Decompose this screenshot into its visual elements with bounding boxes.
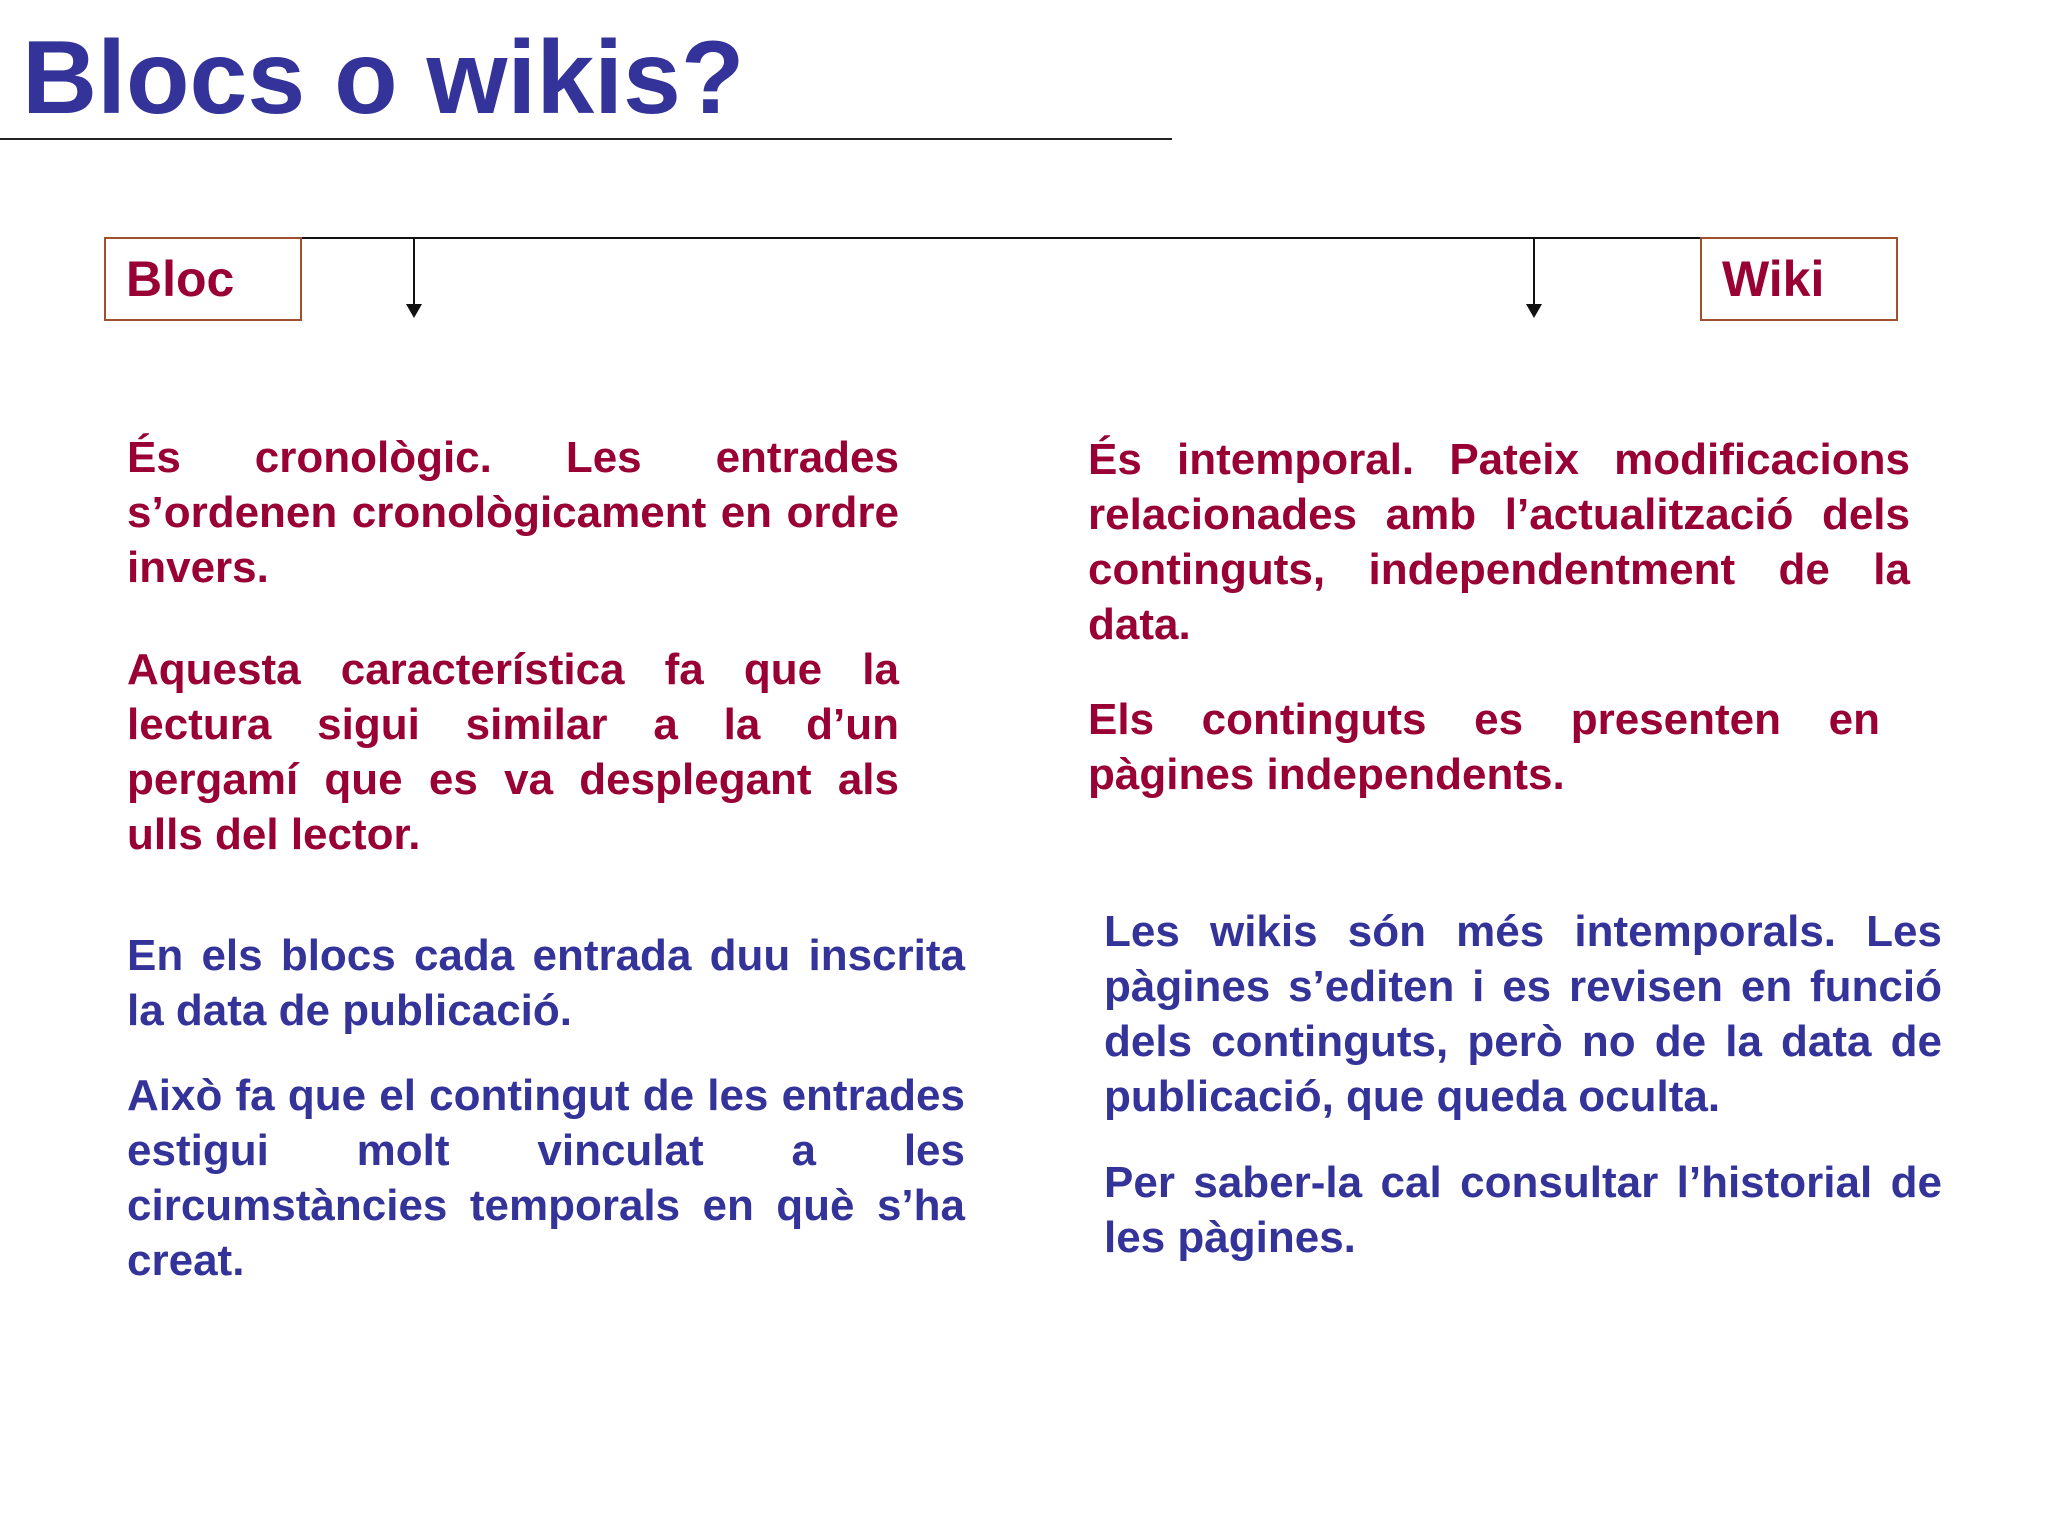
arrow-down-icon xyxy=(406,304,422,318)
slide-title: Blocs o wikis? xyxy=(22,20,745,136)
bloc-paragraph-circumstances: Això fa que el contingut de les entrades estigui molt vinculat a les circumstàncies temporals en què s’ha creat. xyxy=(127,1071,965,1285)
arrow-down-icon xyxy=(1526,304,1542,318)
wiki-paragraph-timeless: És intemporal. Pateix modificacions relacionades amb l’actualització dels continguts, independentment de la data. xyxy=(1088,435,1910,649)
wiki-paragraph-history: Per saber-la cal consultar l’historial de les pàgines. xyxy=(1104,1158,1942,1262)
wiki-paragraph-editing: Les wikis són més intemporals. Les pàgines s’editen i es revisen en funció dels continguts, però no de la data de publicació, que queda oculta. xyxy=(1104,907,1942,1121)
bloc-label: Bloc xyxy=(104,237,302,321)
wiki-label: Wiki xyxy=(1700,237,1898,321)
bloc-paragraph-scroll: Aquesta característica fa que la lectura sigui similar a la d’un pergamí que es va desplegant als ulls del lector. xyxy=(127,645,899,859)
bloc-paragraph-date: En els blocs cada entrada duu inscrita la data de publicació. xyxy=(127,931,965,1035)
wiki-paragraph-pages: Els continguts es presenten en pàgines independents. xyxy=(1088,695,1880,799)
bloc-paragraph-chronological: És cronològic. Les entrades s’ordenen cronològicament en ordre invers. xyxy=(127,433,899,592)
